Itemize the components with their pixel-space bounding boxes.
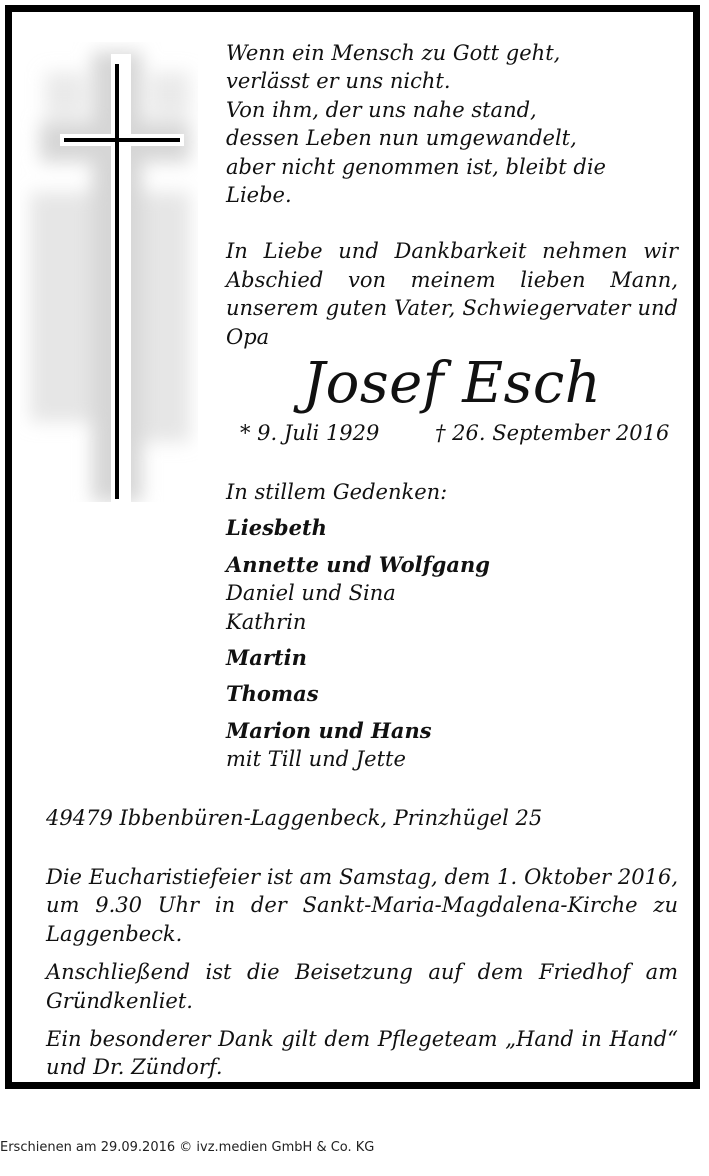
address: 49479 Ibbenbüren-Laggenbeck, Prinzhügel 25 (46, 806, 543, 830)
poem (226, 39, 678, 351)
poem-line: verlässt er uns nicht. (226, 69, 451, 94)
poem-line: Von ihm, der uns nahe stand, (226, 97, 537, 122)
publication-footer: Erschienen am 29.09.2016 © ivz.medien GmbH & Co. KG (0, 1140, 375, 1155)
mourner-name: Marion und Hans (226, 717, 432, 743)
service-info (46, 863, 678, 1092)
cross-icon (20, 42, 198, 502)
mourner-name: Annette und Wolfgang (226, 551, 490, 577)
mourners-list (226, 478, 678, 774)
life-dates (240, 419, 670, 447)
deceased-name: Josef Esch (302, 351, 602, 416)
poem-line: dessen Leben nun umgewandelt, (226, 126, 577, 151)
service-paragraph: Anschließend ist die Beisetzung auf dem Friedhof am Gründkenliet. (46, 960, 678, 1013)
farewell-text: In Liebe und Dankbarkeit nehmen wir Abschied von meinem lieben Mann, unserem guten Vater, Schwiegervater und Opa (226, 239, 678, 349)
birth-date: * 9. Juli 1929 (240, 421, 380, 445)
mourner-name: Martin (226, 645, 307, 671)
mourners-intro: In stillem Gedenken: (226, 480, 448, 504)
poem-line: aber nicht genommen ist, bleibt die Liebe. (226, 154, 606, 208)
poem-line: Wenn ein Mensch zu Gott geht, (226, 41, 561, 65)
mourner-name: Liesbeth (226, 515, 327, 541)
service-paragraph: Die Eucharistiefeier ist am Samstag, dem 1. Oktober 2016, um 9.30 Uhr in der Sankt-Maria-Magdalena-Kirche zu Laggenbeck. (46, 865, 678, 946)
service-paragraph: Ein besonderer Dank gilt dem Pflegeteam „Hand in Hand“ und Dr. Zündorf. (46, 1027, 678, 1080)
mourner-member: Kathrin (226, 609, 307, 634)
death-date: † 26. September 2016 (435, 421, 670, 445)
mourner-member: mit Till und Jette (226, 747, 406, 772)
mourner-member: Daniel und Sina (226, 581, 396, 606)
mourner-name: Thomas (226, 681, 319, 707)
obituary-notice (5, 5, 700, 1089)
